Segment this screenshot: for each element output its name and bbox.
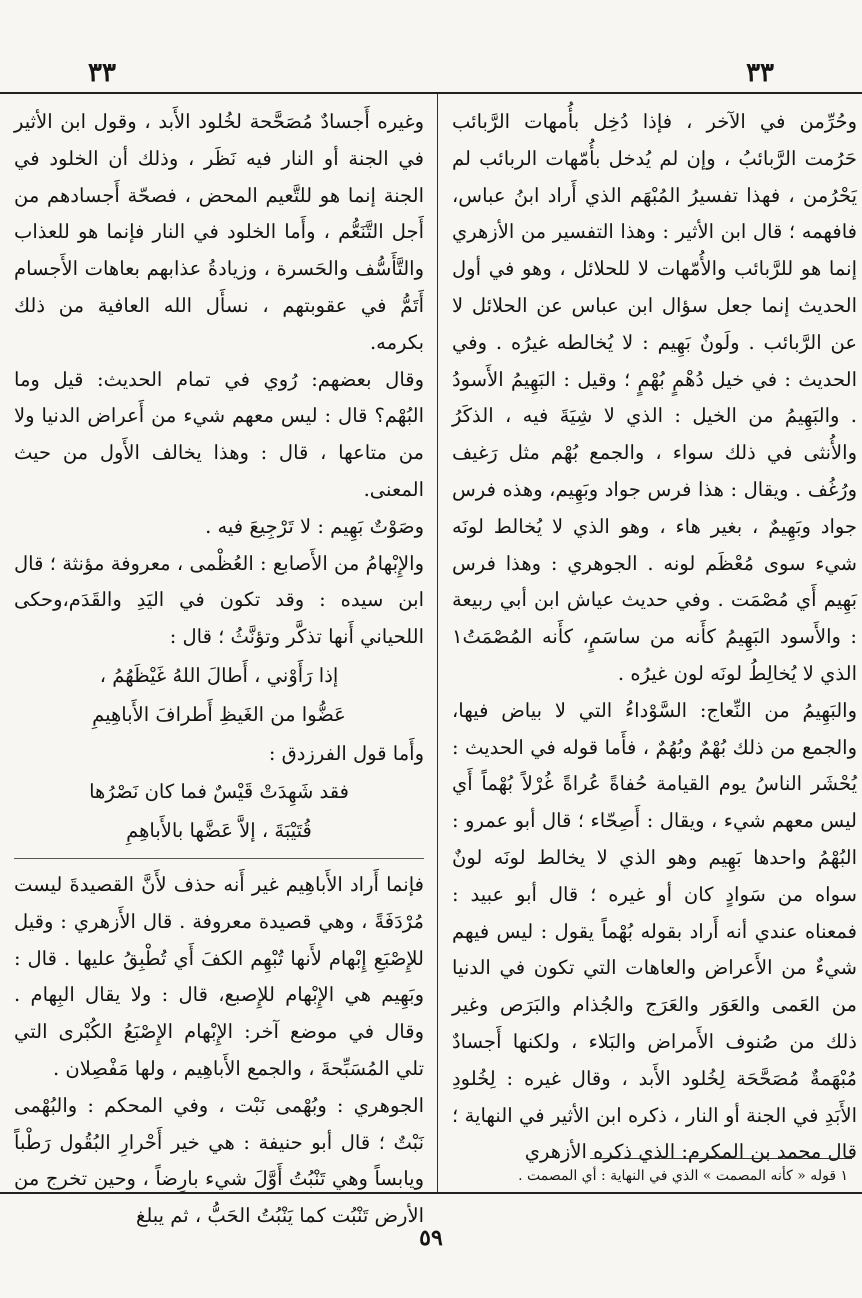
verse-2-line-2: قُتَيْبَةَ ، إلاَّ عَضَّها بالأَباهِمِ [126,819,312,843]
left-column [14,104,424,1235]
right-column [452,104,857,1171]
right-paragraph-1: وحُرِّمن في الآخر ، فإذا دُخِل بأُمهات الرَّبائب حَرُمت الرَّبائبُ ، وإن لم يُدخل بأُمّهات الربائب لم يَحْرُمن ، فهذا تفسيرُ المُبْهَم الذي أَراد ابنُ عباس، فافهمه ؛ قال ابن الأثير : وهذا التفسير من الأزهري إنما هو للرَّبائب والأُمّهات لا للحلائل ، وهو في أول الحديث إنما جعل سؤال ابن عباس عن الحلائل لا عن الرَّبائب . ولَونٌ بَهِيم : لا يُخالطه غيرُه . وفي الحديث : في خيل دُهْمٍ بُهْمٍ ؛ وقيل : البَهِيمُ الأَسودُ . والبَهِيمُ من الخيل : الذي لا شِيَةَ فيه ، الذكَرُ والأُنثى في ذلك سواء ، والجمع بُهْم مثل رَغيف ورُغُف . ويقال : هذا فرس جواد وبَهِيم، وهذه فرس جواد وبَهِيمٌ ، بغير هاء ، وهو الذي لا يُخالط لونَه شيء سوى مُعْظَم لونه . الجوهري : وهذا فرس بَهِيم أَي مُصْمَت . وفي حديث عياش ابن أبي ربيعة : والأَسود البَهِيمُ كأَنه من ساسَمٍ، كأَنه المُصْمَتُ١ الذي لا يُخالِطُ لونَه لون غيرُه . [452,110,857,685]
bottom-rule [0,1192,862,1194]
verse-2-line-1: فقد شَهِدَتْ قَيْسٌ فما كان نَصْرُها [89,780,349,804]
verse-separator [14,858,424,859]
left-paragraph-1: وغيره أَجسادٌ مُصَحَّحة لخُلود الأَبد ، وقول ابن الأثير في الجنة أو النار فيه نَظَر ، وذلك أن الخلود في الجنة إنما هو للتَّعيم المحض ، فصحّة أَجسادهم من أَجل التَّنَعُّم ، وأَما الخلود في النار فإنما هو للعذاب والتَّأَسُّف والحَسرة ، وزيادةُ عذابهم بعاهات الأَجسام أَتَمُّ في عقوبتهم ، نسأَل الله العافية من ذلك بكرمه. [14,110,424,354]
left-paragraph-4: والإِبْهامُ من الأَصابع : العُظْمى ، معروفة مؤنثة ؛ قال ابن سيده : وقد تكون في اليَدِ والقَدَم،وحكى اللحياني أَنها تذكَّر وتؤنَّثُ ؛ قال : [14,551,424,649]
verse-2-intro: وأَما قول الفرزدق : [268,741,424,765]
right-paragraph-2: والبَهِيمُ من النِّعاج: السَّوْداءُ التي لا بياض فيها، والجمع من ذلك بُهْمٌ وبُهُمٌ ، فأَما قوله في الحديث : يُحْشَر الناسُ يوم القيامة حُفاةً عُراةً غُرْلاً بُهْماً أَي ليس معهم شيء ، ويقال : أَصِحّاء ؛ قال أبو عمرو : البُهْمُ واحدها بَهِيم وهو الذي لا يخالط لونَه لونٌ سواه من سَوادٍ كان أو غيره ؛ قال أبو عبيد : فمعناه عندي أنه أَراد بقوله بُهْماً يقول : ليس فيهم شيءٌ من الأَعراض والعاهات التي تكون في الدنيا من العَمى والعَوَر والعَرَج والجُذام والبَرَص وغير ذلك من صُنوف الأَمراض والبَلاء ، ولكنها أَجسادٌ مُبْهَمةٌ مُصَحَّحَة لِخُلود الأَبد ، وقال غيره : لِخُلودِ الأَبَدِ في الجنة أو النار ، ذكره ابن الأثير في النهاية ؛ قال محمد بن المكرم: الذي ذكره الأزهري [452,698,857,1164]
header-left-number: ٣٣ [88,58,116,88]
left-paragraph-5: فإنما أَراد الأَباهِيم غير أَنه حذف لأَنَّ القصيدةَ ليست مُرْدَفَةً ، وهي قصيدة معروفة . قال الأَزهري : وقيل للإِصْبَعِ إِبْهام لأَنها تُبْهِم الكفَ أَي تُطْبِقُ عليها . قال : وبَهِيم هي الإِبْهام للإِصبع، قال : ولا يقال البِهام . وقال في موضع آخر: الإِبْهام الإِصْبَعُ الكُبْرى التي تلي المُسَبِّحةَ ، والجمع الأَباهِيم ، ولها مَفْصِلان . [14,872,424,1080]
footnote-rule [590,1158,852,1159]
top-rule [0,92,862,94]
left-paragraph-6: الجوهري : وبُهْمى نَبْت ، وفي المحكم : والبُهْمى نَبْتٌ ؛ قال أبو حنيفة : هي خير أَحْرارِ البُقُول رَطْباً ويابساً وهي تَنْبُتُ أَوَّلَ شيء بارِضاً ، وحين تخرج من الأرض تَنْبُت كما يَنْبُتُ الحَبُّ ، ثم يبلغ [14,1093,424,1228]
verse-1-line-1: إذا رَأَوْني ، أَطالَ اللهُ غَيْظَهُمُ ، [99,663,339,687]
left-paragraph-3: وصَوْتٌ بَهِيم : لا تَرْجِيعَ فيه . [205,514,424,538]
column-divider [437,94,438,1192]
footnote: ١ قوله « كأنه المصمت » الذي في النهاية : أي المصمت . [518,1168,848,1184]
header-right-number: ٣٣ [746,58,774,88]
verse-1-line-2: عَضُّوا من الغَيظِ أَطرافَ الأَباهِيمِ [92,702,346,726]
page-number: ٥٩ [419,1225,443,1251]
left-paragraph-2: وقال بعضهم: رُوي في تمام الحديث: قيل وما البُهْم؟ قال : ليس معهم شيء من أَعراض الدنيا ولا من متاعها ، قال : وهذا يخالف الأَول من حيث المعنى. [14,367,424,501]
